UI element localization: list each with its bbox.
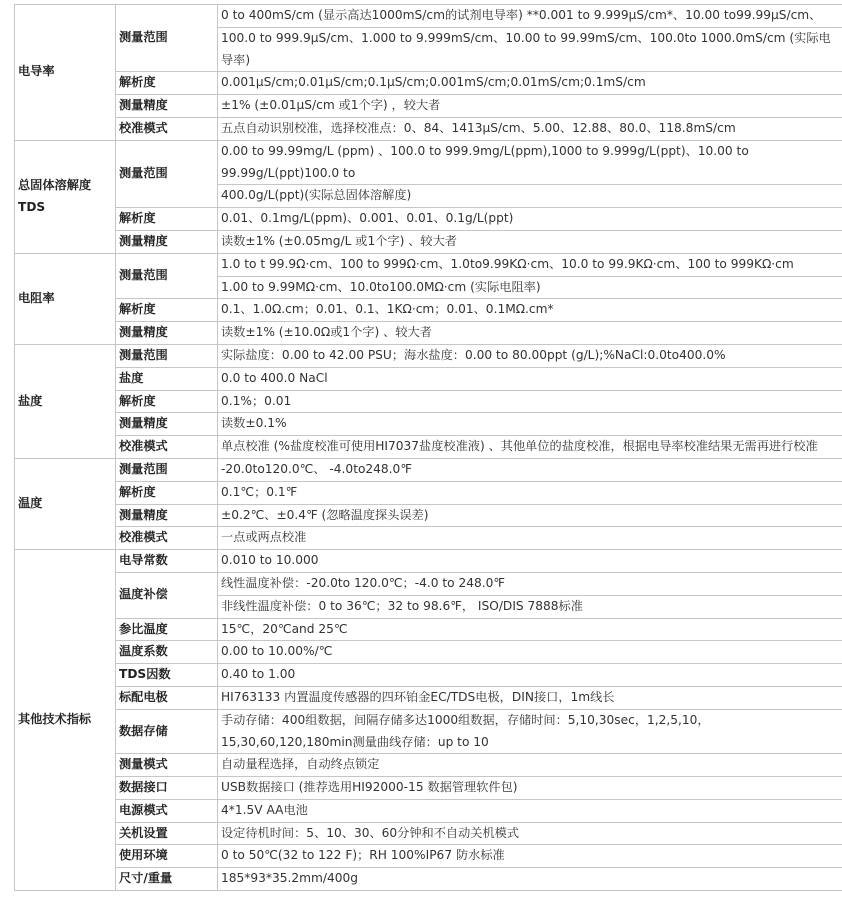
param-value: 线性温度补偿：-20.0to 120.0℃；-4.0 to 248.0℉ — [218, 572, 842, 595]
table-row — [15, 253, 842, 276]
param-value: 0.0 to 400.0 NaCl — [218, 367, 842, 390]
group-label: 电阻率 — [15, 253, 116, 344]
table-row — [15, 72, 842, 95]
param-label: 关机设置 — [116, 822, 218, 845]
table-row — [15, 390, 842, 413]
table-row — [15, 754, 842, 777]
table-row — [15, 845, 842, 868]
param-value: 0.00 to 10.00%/℃ — [218, 641, 842, 664]
param-label: 测量范围 — [116, 140, 218, 207]
param-label: 测量精度 — [116, 230, 218, 253]
spec-table-body — [15, 5, 842, 891]
table-row — [15, 117, 842, 140]
table-row — [15, 458, 842, 481]
param-label: 标配电极 — [116, 686, 218, 709]
table-row — [15, 322, 842, 345]
param-label: 数据存储 — [116, 709, 218, 754]
param-value: -20.0to120.0℃、 -4.0to248.0℉ — [218, 458, 842, 481]
param-value: 读数±1% (±10.0Ω或1个字) 、较大者 — [218, 322, 842, 345]
table-row — [15, 436, 842, 459]
param-value: 0.1%；0.01 — [218, 390, 842, 413]
param-label: 电源模式 — [116, 799, 218, 822]
param-value: 读数±1% (±0.05mg/L 或1个字) 、较大者 — [218, 230, 842, 253]
param-label: 校准模式 — [116, 117, 218, 140]
table-row — [15, 413, 842, 436]
table-row — [15, 664, 842, 687]
spec-table — [14, 4, 842, 891]
param-value: 手动存储：400组数据，间隔存储多达1000组数据，存储时间：5,10,30sec，1,2,5,10，15,30,60,120,180min测量曲线存储：up to 10 — [218, 709, 842, 754]
param-label: 解析度 — [116, 299, 218, 322]
table-row — [15, 208, 842, 231]
param-value: 读数±0.1% — [218, 413, 842, 436]
table-row — [15, 140, 842, 185]
param-label: 测量范围 — [116, 344, 218, 367]
param-label: 测量精度 — [116, 504, 218, 527]
param-value: 400.0g/L(ppt)(实际总固体溶解度) — [218, 185, 842, 208]
table-row — [15, 550, 842, 573]
table-row — [15, 481, 842, 504]
param-label: 盐度 — [116, 367, 218, 390]
param-value: 0.40 to 1.00 — [218, 664, 842, 687]
param-label: 解析度 — [116, 208, 218, 231]
param-value: ±0.2℃、±0.4℉ (忽略温度探头误差) — [218, 504, 842, 527]
table-row — [15, 299, 842, 322]
param-value: 0.001μS/cm;0.01μS/cm;0.1μS/cm;0.001mS/cm;0.01mS/cm;0.1mS/cm — [218, 72, 842, 95]
param-value: 单点校准 (%盐度校准可使用HI7037盐度校准液) 、其他单位的盐度校准，根据电导率校准结果无需再进行校准 — [218, 436, 842, 459]
param-label: 校准模式 — [116, 527, 218, 550]
table-row — [15, 367, 842, 390]
param-value: ±1% (±0.01μS/cm 或1个字) ，较大者 — [218, 95, 842, 118]
param-label: 测量精度 — [116, 322, 218, 345]
table-row — [15, 822, 842, 845]
param-label: 测量范围 — [116, 253, 218, 299]
table-row — [15, 95, 842, 118]
group-label: 盐度 — [15, 344, 116, 458]
table-row — [15, 799, 842, 822]
table-row — [15, 868, 842, 891]
param-label: 校准模式 — [116, 436, 218, 459]
param-value: 0 to 50℃(32 to 122 F)；RH 100%IP67 防水标准 — [218, 845, 842, 868]
param-label: TDS因数 — [116, 664, 218, 687]
param-label: 解析度 — [116, 390, 218, 413]
param-value: 100.0 to 999.9μS/cm、1.000 to 9.999mS/cm、10.00 to 99.99mS/cm、100.0to 1000.0mS/cm (实际电导率) — [218, 27, 842, 72]
param-label: 测量精度 — [116, 413, 218, 436]
param-value: 实际盐度：0.00 to 42.00 PSU；海水盐度：0.00 to 80.00ppt (g/L);%NaCl:0.0to400.0% — [218, 344, 842, 367]
table-row — [15, 709, 842, 754]
table-row — [15, 344, 842, 367]
param-value: 非线性温度补偿：0 to 36℃；32 to 98.6℉， ISO/DIS 7888标准 — [218, 595, 842, 618]
param-value: 0.010 to 10.000 — [218, 550, 842, 573]
table-row — [15, 618, 842, 641]
param-value: 4*1.5V AA电池 — [218, 799, 842, 822]
group-label: 温度 — [15, 458, 116, 549]
table-row — [15, 5, 842, 28]
table-row — [15, 572, 842, 595]
table-row — [15, 686, 842, 709]
param-value: 0.01、0.1mg/L(ppm)、0.001、0.01、0.1g/L(ppt) — [218, 208, 842, 231]
param-label: 测量精度 — [116, 95, 218, 118]
table-row — [15, 777, 842, 800]
param-value: 1.00 to 9.99MΩ·cm、10.0to100.0MΩ·cm (实际电阻率) — [218, 276, 842, 299]
param-value: 设定待机时间：5、10、30、60分钟和不自动关机模式 — [218, 822, 842, 845]
param-value: 0.00 to 99.99mg/L (ppm) 、100.0 to 999.9mg/L(ppm),1000 to 9.999g/L(ppt)、10.00 to 99.99g/L(ppt)100.0 to — [218, 140, 842, 185]
table-row — [15, 641, 842, 664]
group-label: 电导率 — [15, 5, 116, 141]
param-label: 解析度 — [116, 481, 218, 504]
param-label: 数据接口 — [116, 777, 218, 800]
group-label: 总固体溶解度TDS — [15, 140, 116, 253]
param-label: 测量范围 — [116, 5, 218, 72]
table-row — [15, 230, 842, 253]
param-value: 1.0 to t 99.9Ω·cm、100 to 999Ω·cm、1.0to9.99KΩ·cm、10.0 to 99.9KΩ·cm、100 to 999KΩ·cm — [218, 253, 842, 276]
param-value: 185*93*35.2mm/400g — [218, 868, 842, 891]
group-label: 其他技术指标 — [15, 550, 116, 891]
param-value: 自动量程选择，自动终点锁定 — [218, 754, 842, 777]
param-label: 电导常数 — [116, 550, 218, 573]
param-value: 一点或两点校准 — [218, 527, 842, 550]
param-label: 尺寸/重量 — [116, 868, 218, 891]
param-value: HI763133 内置温度传感器的四环铂金EC/TDS电极，DIN接口，1m线长 — [218, 686, 842, 709]
param-label: 解析度 — [116, 72, 218, 95]
param-value: 0 to 400mS/cm (显示高达1000mS/cm的试剂电导率) **0.001 to 9.999μS/cm*、10.00 to99.99μS/cm、 — [218, 5, 842, 28]
param-label: 使用环境 — [116, 845, 218, 868]
param-label: 温度补偿 — [116, 572, 218, 618]
param-label: 参比温度 — [116, 618, 218, 641]
param-value: 15℃，20℃and 25℃ — [218, 618, 842, 641]
param-label: 温度系数 — [116, 641, 218, 664]
table-row — [15, 527, 842, 550]
param-value: 0.1℃；0.1℉ — [218, 481, 842, 504]
param-label: 测量模式 — [116, 754, 218, 777]
param-value: 0.1、1.0Ω.cm；0.01、0.1、1KΩ·cm；0.01、0.1MΩ.cm* — [218, 299, 842, 322]
param-value: USB数据接口 (推荐选用HI92000-15 数据管理软件包) — [218, 777, 842, 800]
param-label: 测量范围 — [116, 458, 218, 481]
param-value: 五点自动识别校准，选择校准点：0、84、1413μS/cm、5.00、12.88、80.0、118.8mS/cm — [218, 117, 842, 140]
table-row — [15, 504, 842, 527]
